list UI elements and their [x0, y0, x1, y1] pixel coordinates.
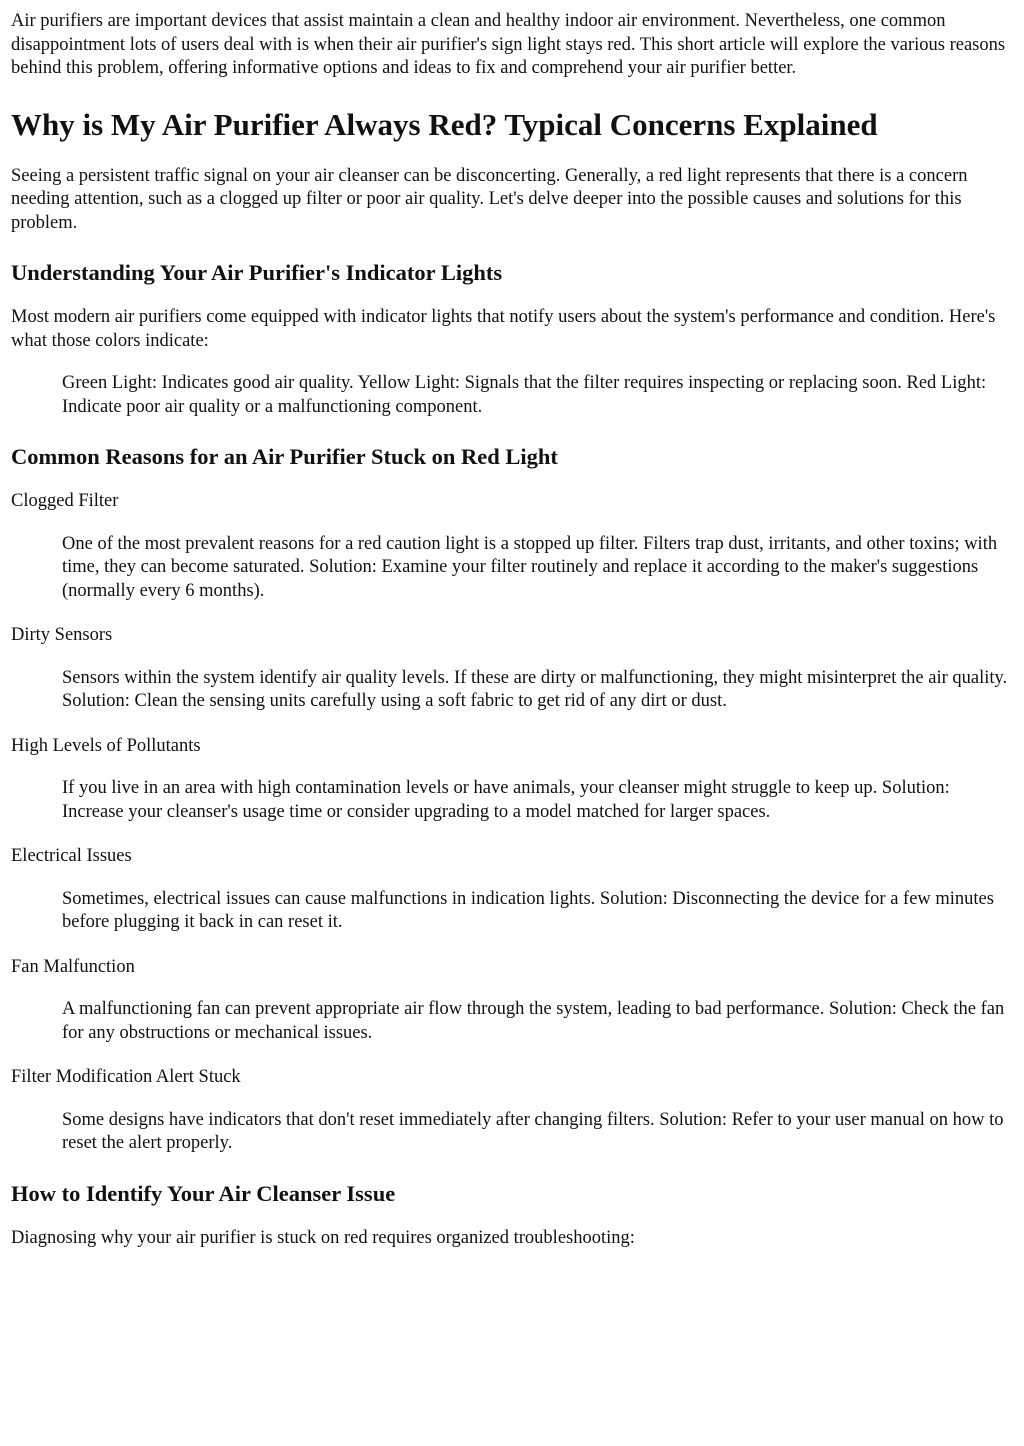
reason-desc-high-pollutants: If you live in an area with high contamination levels or have animals, your cleanser might struggle to keep up. Solution: Increase your cleanser's usage time or consider upgrading to a model matched for larger spaces. [62, 778, 950, 822]
indicator-paragraph: Most modern air purifiers come equipped with indicator lights that notify users about the system's performance and condition. Here's what those colors indicate: [11, 307, 996, 351]
intro-paragraph: Air purifiers are important devices that assist maintain a clean and healthy indoor air environment. Nevertheless, one common disappointment lots of users deal with is when their air purifier's sign light stays red. This short article will explore the various reasons behind this problem, offering informative options and ideas to fix and comprehend your air purifier better. [11, 11, 1006, 78]
reason-desc-clogged-filter: One of the most prevalent reasons for a red caution light is a stopped up filter. Filters trap dust, irritants, and other toxins; with time, they can become saturated. Solution: Examine your filter routinely and replace it according to the maker's suggestions (normally every 6 months). [62, 533, 998, 601]
reason-term-dirty-sensors: Dirty Sensors [11, 625, 113, 645]
reason-desc-dirty-sensors: Sensors within the system identify air quality levels. If these are dirty or malfunctioning, they might misinterpret the air quality. Solution: Clean the sensing units carefully using a soft fabric to get rid of any dirt or dust. [62, 667, 1008, 711]
section-heading-indicator-lights: Understanding Your Air Purifier's Indicator Lights [11, 260, 503, 285]
reason-term-filter-alert-stuck: Filter Modification Alert Stuck [11, 1067, 241, 1087]
reason-term-electrical-issues: Electrical Issues [11, 846, 132, 866]
reason-term-clogged-filter: Clogged Filter [11, 491, 119, 511]
page-title: Why is My Air Purifier Always Red? Typical Concerns Explained [11, 106, 878, 142]
reason-term-fan-malfunction: Fan Malfunction [11, 956, 135, 977]
reason-desc-filter-alert-stuck: Some designs have indicators that don't reset immediately after changing filters. Solution: Refer to your user manual on how to reset the alert properly. [62, 1109, 1004, 1153]
indicator-lights-list: Green Light: Indicates good air quality. Yellow Light: Signals that the filter requires inspecting or replacing soon. Red Light: Indicate poor air quality or a malfunctioning component. [62, 373, 987, 417]
section-heading-identify-issue: How to Identify Your Air Cleanser Issue [11, 1180, 396, 1206]
reason-desc-electrical-issues: Sometimes, electrical issues can cause malfunctions in indication lights. Solution: Disconnecting the device for a few minutes before plugging it back in can reset it. [62, 888, 994, 932]
reason-term-high-pollutants: High Levels of Pollutants [11, 735, 201, 756]
reason-desc-fan-malfunction: A malfunctioning fan can prevent appropriate air flow through the system, leading to bad performance. Solution: Check the fan for any obstructions or mechanical issues. [62, 999, 1005, 1043]
section-heading-common-reasons: Common Reasons for an Air Purifier Stuck on Red Light [11, 444, 558, 469]
main-paragraph: Seeing a persistent traffic signal on your air cleanser can be disconcerting. Generally, a red light represents that there is a concern needing attention, such as a clogged up filter or poor air quality. Let's delve deeper into the possible causes and solutions for this problem. [11, 165, 968, 233]
identify-paragraph: Diagnosing why your air purifier is stuck on red requires organized troubleshooting: [11, 1227, 635, 1248]
